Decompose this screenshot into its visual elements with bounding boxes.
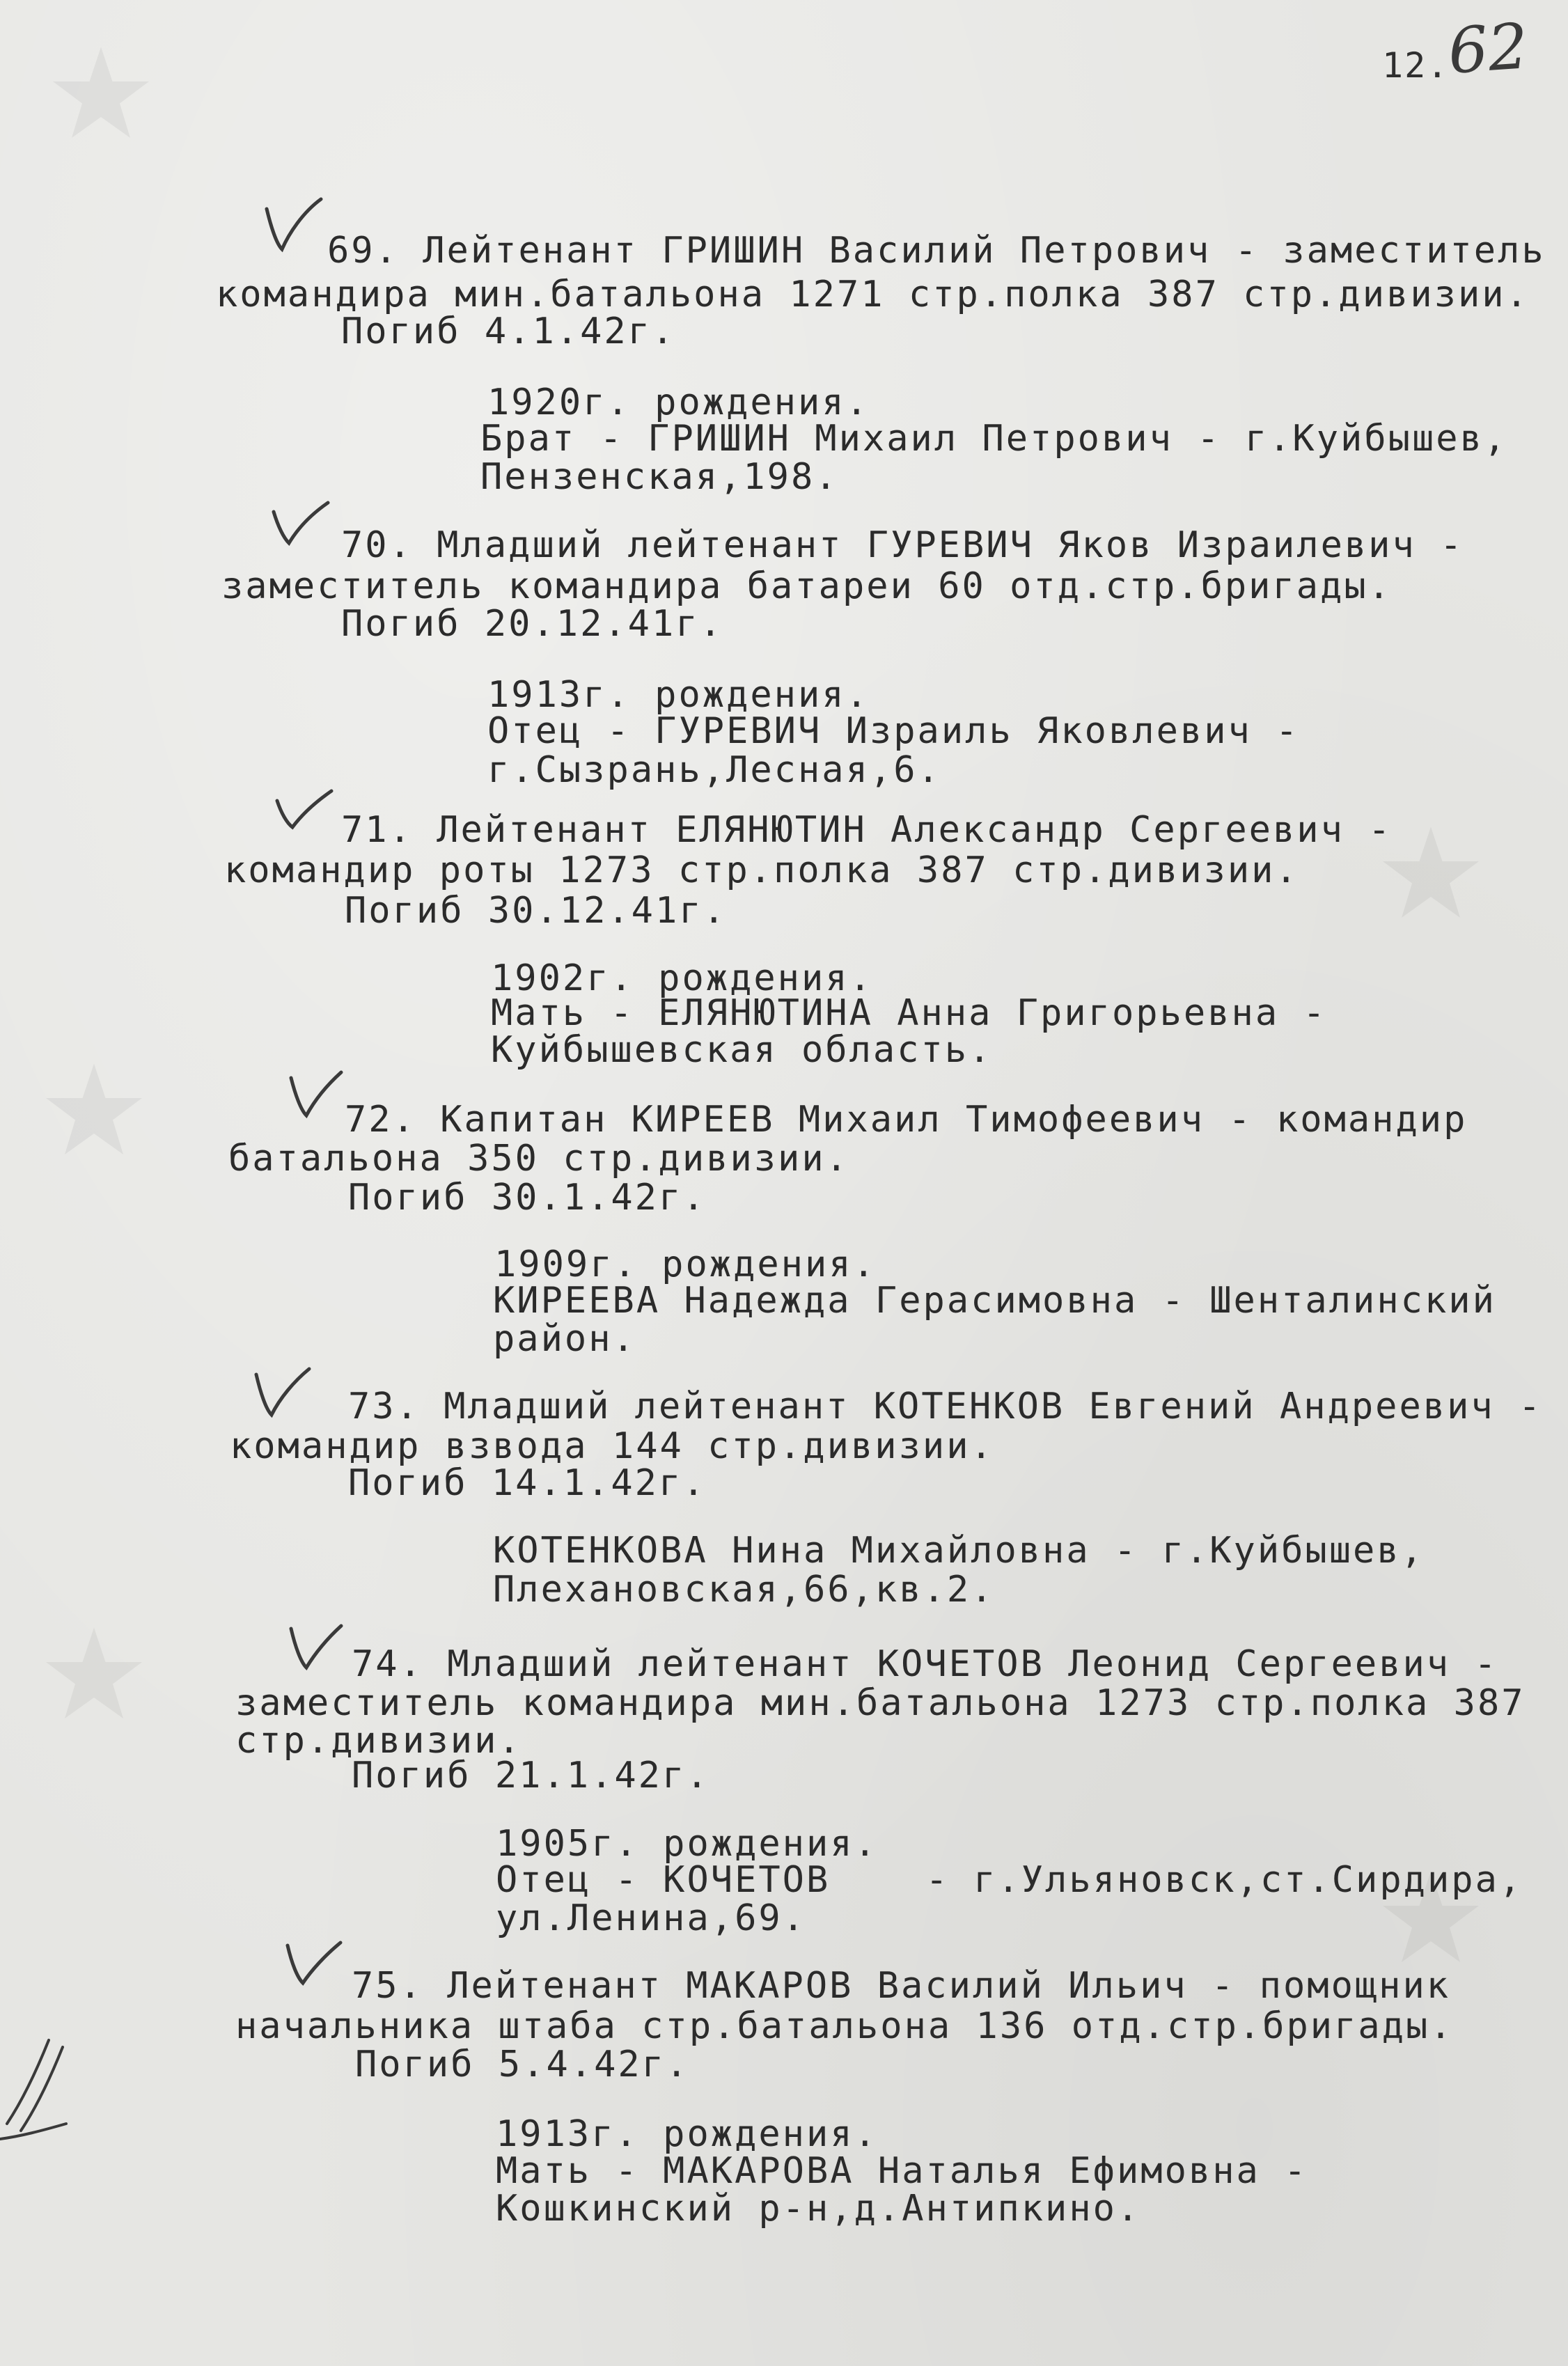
record-line: командира мин.батальона 1271 стр.полка 387 стр.дивизии.: [216, 274, 1530, 315]
record-line: Погиб 30.12.41г.: [345, 890, 727, 932]
record-line: Погиб 14.1.42г.: [348, 1462, 707, 1504]
record-line: район.: [493, 1318, 636, 1360]
record-line: 73. Младший лейтенант КОТЕНКОВ Евгений Андреевич -: [348, 1386, 1543, 1427]
record-line: 70. Младший лейтенант ГУРЕВИЧ Яков Израилевич -: [341, 524, 1464, 566]
record-line: 71. Лейтенант ЕЛЯНЮТИН Александр Сергеевич -: [341, 809, 1393, 851]
record-line: Куйбышевская область.: [491, 1029, 993, 1071]
record-line: командир роты 1273 стр.полка 387 стр.дивизии.: [224, 849, 1299, 891]
checkmark-icon: [251, 1365, 313, 1427]
watermark-star-icon: [42, 1622, 146, 1727]
record-line: Брат - ГРИШИН Михаил Петрович - г.Куйбышев,: [480, 418, 1508, 460]
record-line: 1905г. рождения.: [496, 1823, 878, 1865]
record-line: 1920г. рождения.: [487, 382, 870, 423]
archive-page-number: 62: [1445, 10, 1531, 88]
record-line: Плехановская,66,кв.2.: [493, 1569, 995, 1611]
checkmark-icon: [285, 1065, 348, 1128]
record-line: заместитель командира мин.батальона 1273 стр.полка 387: [235, 1682, 1526, 1724]
record-line: 74. Младший лейтенант КОЧЕТОВ Леонид Сергеевич -: [352, 1643, 1498, 1685]
record-line: КИРЕЕВА Надежда Герасимовна - Шенталинский: [493, 1280, 1496, 1322]
record-line: 1902г. рождения.: [491, 957, 873, 999]
record-line: 1909г. рождения.: [494, 1244, 877, 1285]
record-line: 1913г. рождения.: [487, 674, 870, 716]
record-line: Отец - КОЧЕТОВ - г.Ульяновск,ст.Сирдира,: [496, 1859, 1523, 1901]
record-line: 69. Лейтенант ГРИШИН Василий Петрович - заместитель: [327, 230, 1546, 272]
checkmark-icon: [285, 1619, 348, 1682]
checkmark-icon: [272, 780, 334, 843]
record-line: КОТЕНКОВА Нина Михайловна - г.Куйбышев,: [493, 1530, 1425, 1572]
record-line: батальона 350 стр.дивизии.: [228, 1138, 849, 1180]
page-number: 12.: [1382, 45, 1450, 86]
record-line: начальника штаба стр.батальона 136 отд.стр.бригады.: [235, 2005, 1454, 2047]
margin-pencil-mark: [0, 2019, 84, 2152]
record-line: Погиб 20.12.41г.: [341, 603, 723, 645]
record-line: Погиб 21.1.42г.: [352, 1755, 710, 1796]
checkmark-icon: [282, 1936, 345, 1998]
record-line: Пензенская,198.: [480, 456, 839, 498]
record-line: командир взвода 144 стр.дивизии.: [230, 1425, 994, 1467]
watermark-star-icon: [42, 1058, 146, 1163]
record-line: 1913г. рождения.: [496, 2113, 878, 2155]
record-line: Отец - ГУРЕВИЧ Израиль Яковлевич -: [487, 710, 1300, 752]
checkmark-icon: [261, 195, 324, 258]
record-line: 75. Лейтенант МАКАРОВ Василий Ильич - помощник: [352, 1965, 1451, 2007]
checkmark-icon: [268, 494, 331, 557]
record-line: Мать - МАКАРОВА Наталья Ефимовна -: [496, 2150, 1308, 2192]
record-line: 72. Капитан КИРЕЕВ Михаил Тимофеевич - командир: [345, 1099, 1468, 1141]
watermark-star-icon: [1379, 822, 1483, 926]
record-line: Кошкинский р-н,д.Антипкино.: [496, 2188, 1141, 2230]
record-line: Погиб 5.4.42г.: [355, 2044, 690, 2085]
record-line: стр.дивизии.: [235, 1720, 522, 1762]
watermark-star-icon: [49, 42, 153, 146]
record-line: г.Сызрань,Лесная,6.: [487, 749, 941, 791]
record-line: Погиб 30.1.42г.: [348, 1177, 707, 1219]
record-line: ул.Ленина,69.: [496, 1897, 806, 1939]
record-line: заместитель командира батареи 60 отд.стр.бригады.: [221, 565, 1393, 607]
record-line: Погиб 4.1.42г.: [341, 311, 676, 352]
record-line: Мать - ЕЛЯНЮТИНА Анна Григорьевна -: [491, 992, 1327, 1034]
